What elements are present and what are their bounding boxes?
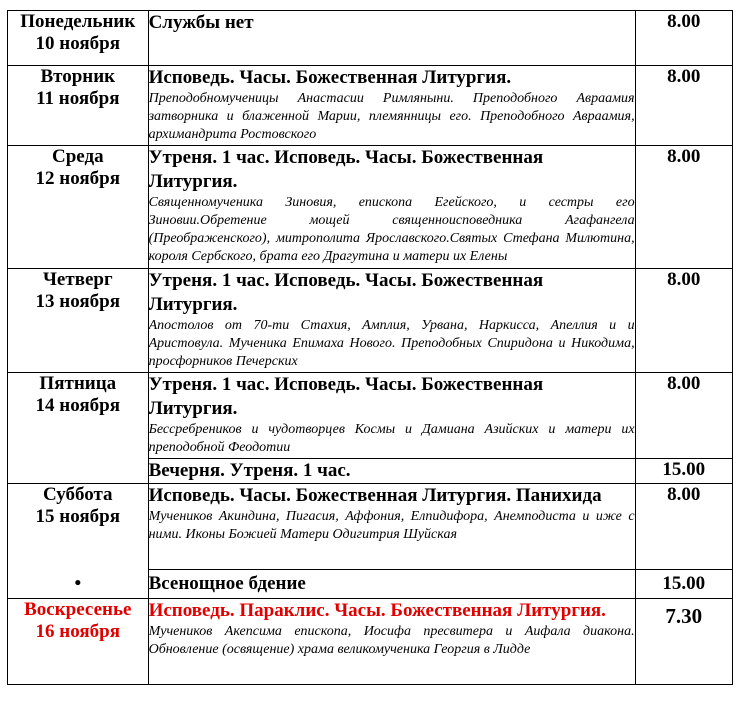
schedule-row-saturday <box>8 484 733 570</box>
day-date: 10 ноября <box>35 33 121 54</box>
service-title: Исповедь. Параклис. Часы. Божественная Литургия. <box>148 600 606 621</box>
day-date: 14 ноября <box>35 395 121 416</box>
schedule-row-monday <box>8 11 733 66</box>
service-cell <box>148 484 635 570</box>
saints-commemoration: Священномученика Зиновия, епископа Егейского, и сестры его Зиновии.Обретение мощей священноисповедника Агафангела (Преображенского), митрополита Ярославского.Святых Стефана Милютина, короля Сербского, брата его Драгутина и матери их Елены <box>148 195 635 264</box>
service-title: Утреня. 1 час. Исповедь. Часы. Божественная Литургия. <box>148 147 544 192</box>
day-date: 11 ноября <box>36 88 120 109</box>
service-title: Службы нет <box>148 12 254 33</box>
service-cell <box>148 11 635 66</box>
schedule-row-thursday <box>8 269 733 373</box>
time-cell: 8.00 <box>635 269 732 373</box>
day-name: Понедельник <box>20 11 136 32</box>
time-cell: 8.00 <box>635 66 732 146</box>
bullet-cell <box>8 570 149 599</box>
time-cell: 15.00 <box>635 459 732 484</box>
day-cell <box>8 269 149 373</box>
service-cell <box>148 570 635 599</box>
day-cell <box>8 484 149 570</box>
day-name: Вторник <box>40 66 116 87</box>
day-cell <box>8 11 149 66</box>
service-title: Исповедь. Часы. Божественная Литургия. <box>148 67 512 88</box>
bullet-marker: • <box>74 572 82 594</box>
time-cell: 8.00 <box>635 146 732 269</box>
service-schedule-table <box>7 10 733 685</box>
day-date: 12 ноября <box>35 168 121 189</box>
day-name: Среда <box>51 146 104 167</box>
day-name: Воскресенье <box>24 599 132 620</box>
time-cell: 8.00 <box>635 11 732 66</box>
saints-commemoration: Мучеников Акиндина, Пигасия, Аффония, Елпидифора, Анемподиста и иже с ними. Иконы Божией Матери Одигитрия Шуйская <box>148 509 635 542</box>
time-cell: 15.00 <box>635 570 732 599</box>
service-cell <box>148 599 635 685</box>
schedule-row-sunday <box>8 599 733 685</box>
service-cell <box>148 269 635 373</box>
service-cell <box>148 66 635 146</box>
schedule-row-saturday-evening <box>8 570 733 599</box>
day-name: Четверг <box>42 269 113 290</box>
service-cell <box>148 373 635 459</box>
saints-commemoration: Бессребреников и чудотворцев Космы и Дамиана Азийских и матери их преподобной Феодотии <box>148 422 635 455</box>
saints-commemoration: Преподобномученицы Анастасии Римляныни. Преподобного Авраамия затворника и блаженной Марии, племянницы его. Преподобного Авраамия, архимандрита Ростовского <box>148 91 635 142</box>
day-name: Суббота <box>43 484 113 505</box>
service-title: Всенощное бдение <box>148 573 306 594</box>
schedule-row-friday <box>8 373 733 459</box>
saints-commemoration: Апостолов от 70-ти Стахия, Амплия, Урвана, Наркисса, Апеллия и и Аристовула. Мученика Епимаха Нового. Преподобных Спиридона и Никодима, просфорников Печерских <box>148 318 635 369</box>
saints-commemoration: Мучеников Акепсима епископа, Иосифа пресвитера и Аифала диакона. Обновление (освящение) храма великомученика Георгия в Лидде <box>148 624 635 657</box>
day-cell <box>8 66 149 146</box>
day-date: 16 ноября <box>35 621 121 642</box>
service-cell <box>148 146 635 269</box>
service-title: Утреня. 1 час. Исповедь. Часы. Божественная Литургия. <box>148 374 544 419</box>
day-cell <box>8 599 149 685</box>
schedule-row-tuesday <box>8 66 733 146</box>
day-name: Пятница <box>39 373 117 394</box>
day-cell <box>8 146 149 269</box>
time-cell: 7.30 <box>635 599 732 685</box>
service-cell <box>148 459 635 484</box>
schedule-row-wednesday <box>8 146 733 269</box>
service-title: Исповедь. Часы. Божественная Литургия. Панихида <box>148 485 602 506</box>
service-title: Вечерня. Утреня. 1 час. <box>148 460 351 481</box>
day-date: 13 ноября <box>35 291 121 312</box>
time-cell: 8.00 <box>635 373 732 459</box>
day-cell <box>8 373 149 484</box>
time-cell: 8.00 <box>635 484 732 570</box>
day-date: 15 ноября <box>35 506 121 527</box>
service-title: Утреня. 1 час. Исповедь. Часы. Божественная Литургия. <box>148 270 544 315</box>
